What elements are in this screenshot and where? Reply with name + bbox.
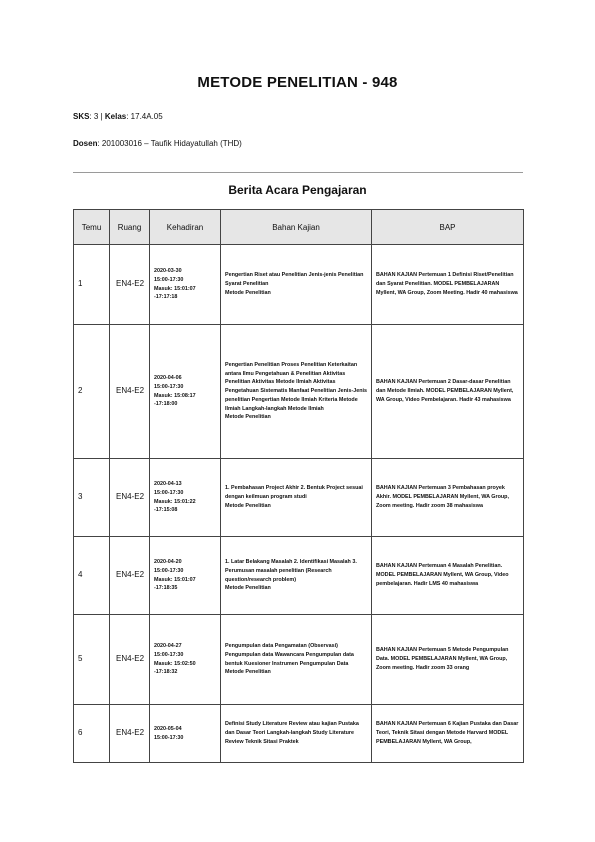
cell-ruang: EN4-E2 <box>110 245 150 325</box>
lecturer-line <box>73 139 242 148</box>
cell-kehadiran: 2020-04-13 15:00-17:30 Masuk: 15:01:22 -17:15:08 <box>150 459 221 537</box>
cell-temu: 5 <box>74 615 110 705</box>
divider <box>73 172 523 173</box>
col-header-bahan-kajian: Bahan Kajian <box>221 210 372 245</box>
table-row <box>74 615 524 705</box>
table-row <box>74 245 524 325</box>
cell-kehadiran: 2020-04-20 15:00-17:30 Masuk: 15:01:07 -17:18:35 <box>150 537 221 615</box>
cell-kehadiran: 2020-05-04 15:00-17:30 <box>150 705 221 763</box>
col-header-bap: BAP <box>372 210 524 245</box>
table-header-row <box>74 210 524 245</box>
dosen-label: Dosen <box>73 139 98 148</box>
cell-bahan-kajian: 1. Latar Belakang Masalah 2. Identifikasi Masalah 3. Perumusan masalah penelitian (Research question/research problem) Metode Penelitian <box>221 537 372 615</box>
col-header-kehadiran: Kehadiran <box>150 210 221 245</box>
section-title: Berita Acara Pengajaran <box>228 183 367 197</box>
cell-bap: BAHAN KAJIAN Pertemuan 5 Metode Pengumpulan Data. MODEL PEMBELAJARAN Myllent, WA Group, Zoom meeting. Hadir zoom 33 orang <box>372 615 524 705</box>
cell-kehadiran: 2020-03-30 15:00-17:30 Masuk: 15:01:07 -17:17:18 <box>150 245 221 325</box>
kelas-value: : 17.4A.05 <box>126 112 163 121</box>
dosen-value: : 201003016 – Taufik Hidayatullah (THD) <box>97 139 242 148</box>
sks-value: : 3 | <box>89 112 105 121</box>
cell-bahan-kajian: Pengumpulan data Pengamatan (Observasi) Pengumpulan data Wawancara Pengumpulan data bentuk Kuesioner Instrumen Pengumpulan Data Metode Penelitian <box>221 615 372 705</box>
cell-ruang: EN4-E2 <box>110 459 150 537</box>
teaching-record-table <box>73 209 524 763</box>
table-row <box>74 705 524 763</box>
cell-kehadiran: 2020-04-06 15:00-17:30 Masuk: 15:08:17 -17:18:00 <box>150 325 221 459</box>
cell-bahan-kajian: Pengertian Riset atau Penelitian Jenis-jenis Penelitian Syarat Penelitian Metode Penelitian <box>221 245 372 325</box>
cell-ruang: EN4-E2 <box>110 325 150 459</box>
cell-ruang: EN4-E2 <box>110 537 150 615</box>
cell-bap: BAHAN KAJIAN Pertemuan 2 Dasar-dasar Penelitian dan Metode Ilmiah. MODEL PEMBELAJARAN Myllent, WA Group, Video Pembelajaran. Hadir 43 mahasiswa <box>372 325 524 459</box>
cell-temu: 2 <box>74 325 110 459</box>
cell-bahan-kajian: Definisi Study Literature Review atau kajian Pustaka dan Dasar Teori Langkah-langkah Study Literature Review Teknik Sitasi Praktek <box>221 705 372 763</box>
page-title: METODE PENELITIAN - 948 <box>197 74 398 91</box>
cell-ruang: EN4-E2 <box>110 615 150 705</box>
table-row <box>74 325 524 459</box>
cell-ruang: EN4-E2 <box>110 705 150 763</box>
sks-label: SKS <box>73 112 90 121</box>
cell-bap: BAHAN KAJIAN Pertemuan 1 Definisi Riset/Penelitian dan Syarat Penelitian. MODEL PEMBELAJARAN Myllent, WA Group, Zoom Meeting. Hadir 40 mahasiswa <box>372 245 524 325</box>
cell-temu: 3 <box>74 459 110 537</box>
cell-temu: 1 <box>74 245 110 325</box>
col-header-temu: Temu <box>74 210 110 245</box>
col-header-ruang: Ruang <box>110 210 150 245</box>
table-row <box>74 537 524 615</box>
cell-bahan-kajian: Pengertian Penelitian Proses Penelitian Keterkaitan antara Ilmu Pengetahuan & Penelitian Aktivitas Penelitian Aktivitas Metode Ilmiah Aktivitas Pengetahuan Sistematis Manfaat Penelitian Jenis-Jenis penelitian Pengertian Metode Ilmiah Kriteria Metode Ilmiah Langkah-langkah Metode Ilmiah Metode Penelitian <box>221 325 372 459</box>
cell-temu: 4 <box>74 537 110 615</box>
cell-kehadiran: 2020-04-27 15:00-17:30 Masuk: 15:02:50 -17:18:32 <box>150 615 221 705</box>
kelas-label: Kelas <box>104 112 127 121</box>
cell-bap: BAHAN KAJIAN Pertemuan 4 Masalah Penelitian. MODEL PEMBELAJARAN Myllent, WA Group, Video pembelajaran. Hadir LMS 40 mahasiswa <box>372 537 524 615</box>
cell-bap: BAHAN KAJIAN Pertemuan 3 Pembahasan proyek Akhir. MODEL PEMBELAJARAN Myllent, WA Group, Zoom meeting. Hadir zoom 38 mahasiswa <box>372 459 524 537</box>
cell-temu: 6 <box>74 705 110 763</box>
table-row <box>74 459 524 537</box>
cell-bap: BAHAN KAJIAN Pertemuan 6 Kajian Pustaka dan Dasar Teori, Teknik Sitasi dengan Metode Harvard MODEL PEMBELAJARAN Myllent, WA Group, <box>372 705 524 763</box>
cell-bahan-kajian: 1. Pembahasan Project Akhir 2. Bentuk Project sesuai dengan keilmuan program studi Metode Penelitian <box>221 459 372 537</box>
course-meta-line <box>73 112 163 121</box>
